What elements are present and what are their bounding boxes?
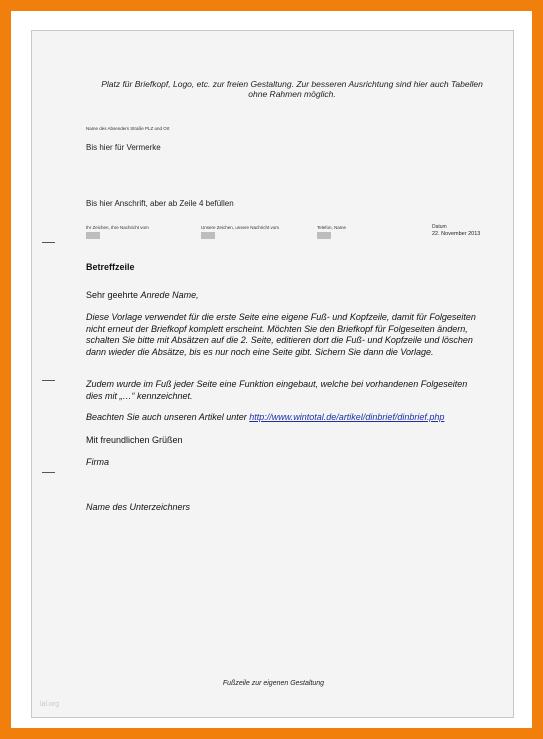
signer-name: Name des Unterzeichners	[86, 502, 191, 512]
ref-label-your-sign: Ihr Zeichen, Ihre Nachricht vom	[86, 225, 149, 230]
paragraph-3-text: Beachten Sie auch unseren Artikel unter	[86, 412, 250, 422]
ref-field-your-sign[interactable]	[86, 232, 100, 239]
page-frame	[11, 11, 532, 728]
paragraph-2: Zudem wurde im Fuß jeder Seite eine Funktion eingebaut, welche bei vorhandenen Folgeseiten dies mit „…“ kennzeichnet.	[86, 379, 468, 401]
subject-line: Betreffzeile	[86, 262, 135, 272]
ref-label-phone: Telefon, Name	[317, 225, 347, 230]
closing: Mit freundlichen Grüßen	[86, 435, 183, 445]
ref-field-our-sign[interactable]	[201, 232, 215, 239]
address-note: Bis hier Anschrift, aber ab Zeile 4 befüllen	[86, 199, 234, 208]
letterhead-placeholder: Platz für Briefkopf, Logo, etc. zur freien Gestaltung. Zur besseren Ausrichtung sind hier auch Tabellen ohne Rahmen möglich.	[101, 79, 483, 99]
punch-mark	[42, 380, 55, 381]
company-name: Firma	[86, 457, 109, 467]
fold-mark-top	[42, 242, 55, 243]
salutation	[86, 290, 486, 302]
watermark: lal.org	[40, 701, 60, 708]
paragraph-3	[86, 412, 486, 424]
fold-mark-bottom	[42, 472, 55, 473]
date-value: 22. November 2013	[432, 231, 481, 237]
ref-label-our-sign: Unsere Zeichen, unsere Nachricht vom	[201, 225, 280, 230]
vermerke-note: Bis hier für Vermerke	[86, 143, 161, 152]
article-link[interactable]: http://www.wintotal.de/artikel/dinbrief/dinbrief.php	[249, 412, 445, 422]
paragraph-1: Diese Vorlage verwendet für die erste Seite eine eigene Fuß- und Kopfzeile, damit für Folgeseiten nicht erneut der Briefkopf komplett erscheint. Möchten Sie den Briefkopf für Folgeseiten ändern, schalten Sie bitte mit Absätzen auf die 2. Seite, editieren dort die Fuß- und Kopfzeile und löschen dann wieder die Absätze, bis es nur noch eine Seite gibt. Sichern Sie dann die Vorlage.	[86, 312, 476, 357]
page-footer: Fußzeile zur eigenen Gestaltung	[222, 680, 325, 687]
salutation-name: Anrede Name,	[140, 290, 199, 300]
sender-line: Name des Absenders Straße PLZ und Ort	[86, 126, 170, 131]
date-label: Datum	[432, 224, 447, 230]
salutation-prefix: Sehr geehrte	[86, 290, 141, 300]
letter-sheet	[31, 30, 514, 718]
ref-field-phone[interactable]	[317, 232, 331, 239]
